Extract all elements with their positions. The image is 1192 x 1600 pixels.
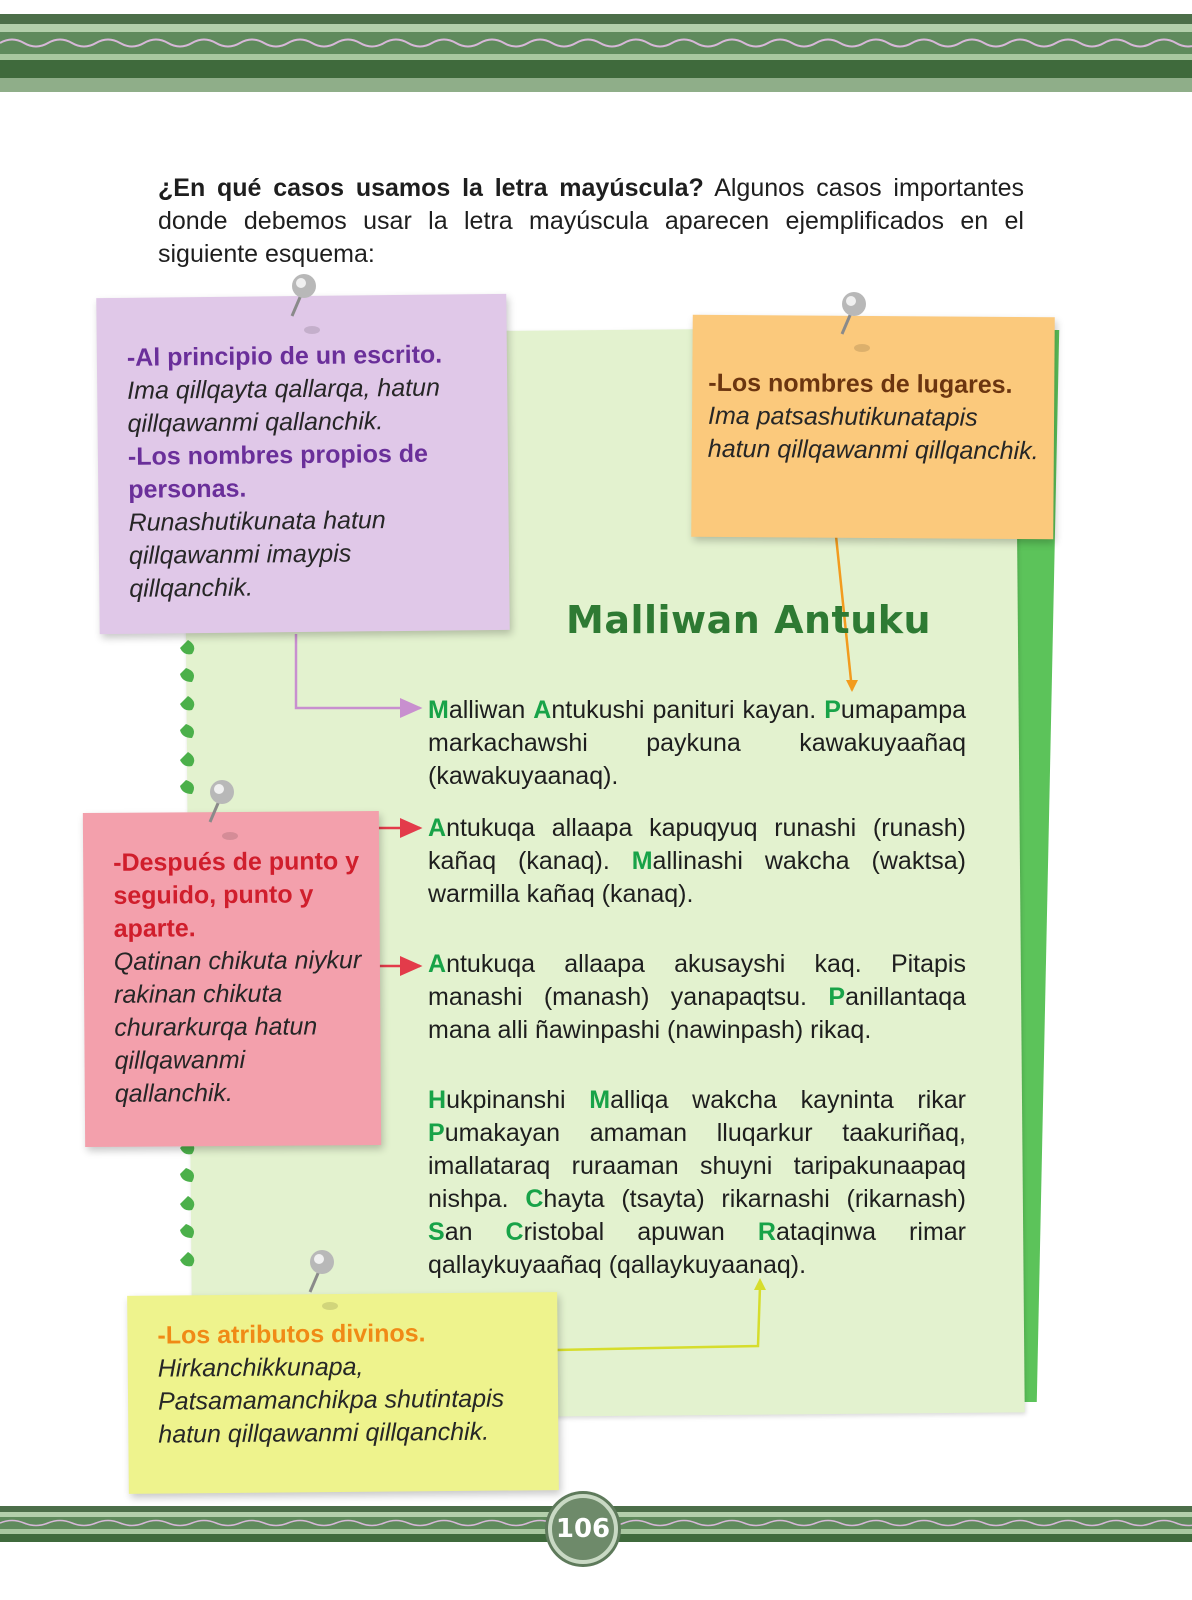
story-paragraph-3 bbox=[428, 948, 966, 1047]
note-divine-attributes bbox=[127, 1292, 559, 1494]
paragraph-text: an bbox=[444, 1218, 506, 1246]
push-pin-icon bbox=[204, 778, 244, 848]
paragraph-text: ristobal apuwan bbox=[523, 1218, 758, 1246]
note-text: Ima qillqayta qallarqa, hatun qillqawanmi qallanchik. bbox=[127, 373, 441, 438]
capital-letter: A bbox=[428, 950, 447, 978]
push-pin-icon bbox=[286, 272, 326, 342]
intro-question: ¿En qué casos usamos la letra mayúscula? bbox=[158, 174, 704, 202]
paragraph-text: alliqa wakcha kayninta rikar bbox=[610, 1086, 967, 1114]
capital-letter: R bbox=[757, 1218, 776, 1246]
push-pin-icon bbox=[304, 1248, 344, 1318]
note-after-period bbox=[83, 811, 381, 1147]
paragraph-text: allinashi wakcha (waktsa) warmilla kañaq (kanaq). bbox=[428, 847, 966, 908]
paragraph-text: umapampa markachawshi paykuna kawakuyaañaq (kawakuyaanaq). bbox=[428, 696, 966, 790]
story-paragraph-2 bbox=[428, 812, 966, 911]
note-heading: -Al principio de un escrito. bbox=[126, 340, 443, 372]
note-text: Qatinan chikuta niykur rakinan chikuta churarkurqa hatun qillqawanmi qallanchik. bbox=[113, 946, 362, 1108]
note-heading: -Los nombres propios de personas. bbox=[127, 439, 429, 504]
paragraph-text: umakayan amaman lluqarkur taakuriñaq, imallataraq ruraaman shuyni taripakunaapaq nishpa. bbox=[428, 1119, 966, 1213]
paragraph-text: ntukushi panituri kayan. bbox=[551, 696, 825, 724]
intro-text: Algunos casos importantes donde debemos usar la letra mayúscula aparecen ejemplificados en el siguiente esquema: bbox=[158, 174, 1025, 268]
note-heading: -Los atributos divinos. bbox=[157, 1319, 426, 1350]
note-text: Runashutikunata hatun qillqawanmi imaypis qillqanchik. bbox=[128, 506, 386, 603]
story-paragraph-4 bbox=[428, 1084, 966, 1282]
story-title: Malliwan Antuku bbox=[566, 598, 932, 642]
capital-letter: M bbox=[428, 696, 449, 724]
paragraph-text: ntukuqa allaapa akusayshi kaq. Pitapis manashi (manash) yanapaqtsu. bbox=[428, 950, 966, 1011]
capital-letter: P bbox=[824, 696, 841, 724]
capital-letter: M bbox=[589, 1086, 611, 1114]
note-start-and-names bbox=[96, 294, 509, 634]
push-pin-icon bbox=[836, 290, 876, 360]
note-heading: -Los nombres de lugares. bbox=[708, 368, 1013, 399]
capital-letter: P bbox=[828, 983, 846, 1011]
note-text: Hirkanchikkunapa, Patsamamanchikpa shutintapis hatun qillqawanmi qillqanchik. bbox=[157, 1352, 505, 1449]
page-number: 106 bbox=[548, 1494, 618, 1564]
capital-letter: A bbox=[533, 696, 552, 724]
paragraph-text: hayta (tsayta) rikarnashi (rikarnash) bbox=[543, 1185, 966, 1213]
note-heading: -Después de punto y seguido, punto y aparte. bbox=[113, 847, 360, 943]
note-text: Ima patsashutikunatapis hatun qillqawanmi qillqanchik. bbox=[707, 401, 1039, 466]
paragraph-text: anillantaqa mana alli ñawinpashi (nawinpash) rikaq. bbox=[428, 983, 966, 1044]
capital-letter: H bbox=[428, 1086, 447, 1114]
capital-letter: M bbox=[631, 847, 653, 875]
paragraph-text: ntukuqa allaapa kapuqyuq runashi (runash) kañaq (kanaq). bbox=[428, 814, 966, 875]
capital-letter: P bbox=[428, 1119, 445, 1147]
capital-letter: C bbox=[505, 1218, 524, 1246]
paragraph-text: ataqinwa rimar qallaykuyaañaq (qallaykuyaanaq). bbox=[428, 1218, 966, 1279]
story-paragraph-1 bbox=[428, 694, 966, 793]
paragraph-text: alliwan bbox=[448, 696, 534, 724]
paragraph-text: ukpinanshi bbox=[446, 1086, 590, 1114]
capital-letter: S bbox=[428, 1218, 445, 1246]
capital-letter: C bbox=[525, 1185, 544, 1213]
capital-letter: A bbox=[428, 814, 447, 842]
